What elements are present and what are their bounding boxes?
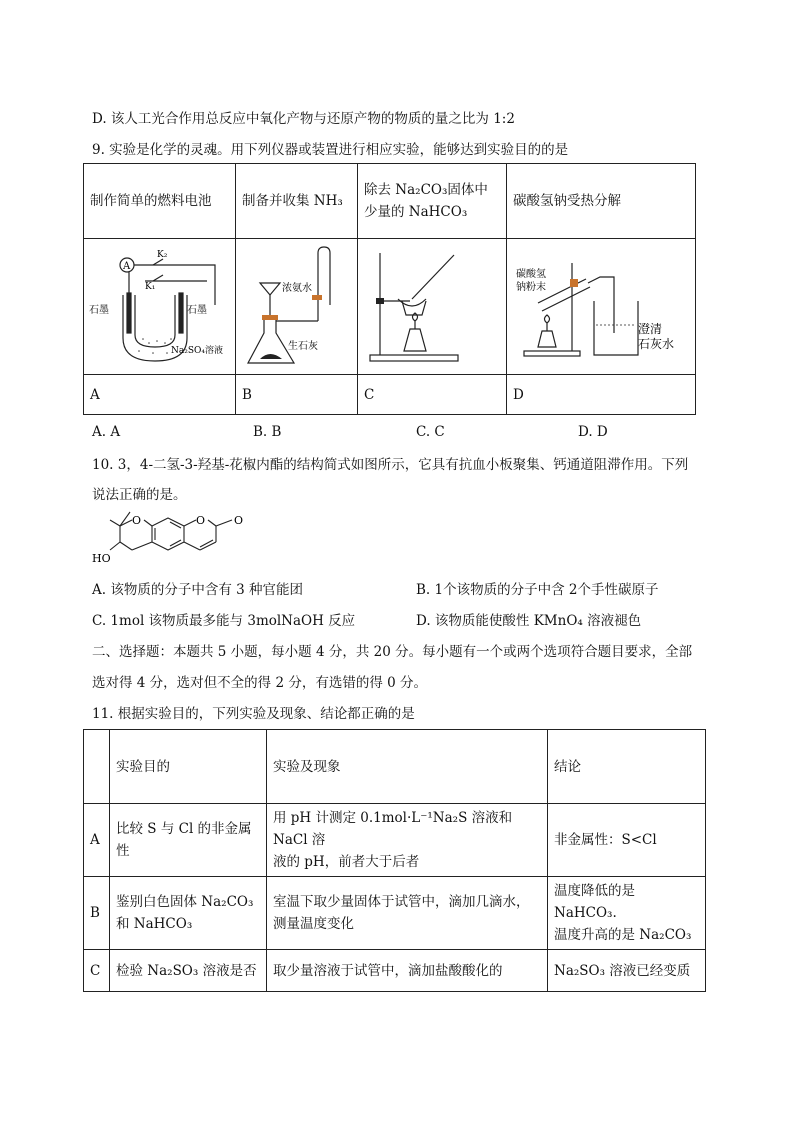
q11-row-a-conclusion-line-1: 非金属性：S<Cl bbox=[554, 832, 657, 848]
q9-header-d: 碳酸氢钠受热分解 bbox=[507, 164, 696, 239]
ammeter-label: A bbox=[123, 261, 131, 272]
q11-row-c-purpose bbox=[110, 950, 267, 992]
q9-header-b: 制备并收集 NH₃ bbox=[236, 164, 358, 239]
q10-stem-line-2: 说法正确的是。 bbox=[92, 487, 187, 503]
q11-row-a-conclusion bbox=[548, 804, 706, 877]
powder-label-1: 碳酸氢 bbox=[516, 269, 546, 280]
decomposition-diagram bbox=[510, 243, 690, 368]
q9-letter-d: D bbox=[507, 375, 696, 415]
q9-letter-c: C bbox=[358, 375, 507, 415]
fuel-cell-diagram bbox=[87, 243, 232, 368]
q9-header-c: 除去 Na₂CO₃固体中少量的 NaHCO₃ bbox=[358, 164, 507, 239]
molecule-structure bbox=[92, 506, 272, 571]
q11-row-a-purpose-line-1: 比较 S 与 Cl 的非金属性 bbox=[116, 821, 252, 859]
q11-row-a-procedure-line-1: 用 pH 计测定 0.1mol·L⁻¹Na₂S 溶液和 NaCl 溶 bbox=[273, 810, 513, 848]
k1-label: K₁ bbox=[145, 282, 156, 292]
right-graphite-label: 石墨 bbox=[187, 305, 207, 316]
section-2-instructions-2: 选对得 4 分，选对但不全的得 2 分，有选错的得 0 分。 bbox=[92, 675, 428, 691]
q11-header-conclusion: 结论 bbox=[548, 730, 706, 804]
left-graphite-label: 石墨 bbox=[89, 305, 109, 316]
q11-row-c-procedure bbox=[267, 950, 548, 992]
q9-option-c[interactable]: C. C bbox=[416, 424, 445, 440]
q11-row-b-purpose-line-1: 鉴别白色固体 Na₂CO₃ bbox=[116, 894, 254, 910]
q10-option-b[interactable]: B. 1个该物质的分子中含 2个手性碳原子 bbox=[416, 582, 659, 598]
q9-option-d[interactable]: D. D bbox=[578, 424, 608, 440]
q11-row-a-procedure bbox=[267, 804, 548, 877]
q9-letter-b: B bbox=[236, 375, 358, 415]
q11-row-c-purpose-line-1: 检验 Na₂SO₃ 溶液是否 bbox=[116, 962, 257, 979]
powder-label-2: 钠粉末 bbox=[516, 282, 546, 293]
heating-dish-diagram bbox=[362, 243, 502, 368]
q11-row-c-conclusion-line-1: Na₂SO₃ 溶液已经变质 bbox=[554, 962, 691, 979]
q11-row-b-conclusion bbox=[548, 877, 706, 950]
q11-row-b-purpose bbox=[110, 877, 267, 950]
q11-header-purpose: 实验目的 bbox=[110, 730, 267, 804]
q11-row-b-procedure-line-1: 室温下取少量固体于试管中，滴加几滴水， bbox=[273, 894, 530, 910]
q11-header-procedure: 实验及现象 bbox=[267, 730, 548, 804]
limewater-label-2: 石灰水 bbox=[638, 337, 675, 351]
q11-row-b-conclusion-line-2: 温度升高的是 Na₂CO₃ bbox=[554, 927, 692, 943]
q9-header-a: 制作简单的燃料电池 bbox=[84, 164, 236, 239]
ring-oxygen-1: O bbox=[132, 514, 142, 527]
limewater-label-1: 澄清 bbox=[638, 322, 663, 336]
q11-stem: 11. 根据实验目的，下列实验及现象、结论都正确的是 bbox=[92, 706, 415, 722]
carbonyl-oxygen: O bbox=[234, 514, 244, 527]
section-2-instructions-1: 二、选择题：本题共 5 小题，每小题 4 分，共 20 分。每小题有一个或两个选项符合题目要求，全部 bbox=[92, 644, 693, 660]
q10-option-c[interactable]: C. 1mol 该物质最多能与 3molNaOH 反应 bbox=[92, 613, 356, 629]
q9-option-a[interactable]: A. A bbox=[92, 424, 121, 440]
hydroxyl-label: HO bbox=[92, 552, 111, 565]
q11-row-a-procedure-line-2: 液的 pH，前者大于后者 bbox=[273, 854, 420, 870]
q10-stem-line-1: 10. 3，4-二氢-3-羟基-花椒内酯的结构简式如图所示，它具有抗血小板聚集、钙通道阻滞作用。下列 bbox=[92, 457, 689, 473]
ring-oxygen-2: O bbox=[196, 514, 206, 527]
q8-option-d: D. 该人工光合作用总反应中氧化产物与还原产物的物质的量之比为 1:2 bbox=[92, 111, 515, 127]
ammonia-apparatus-diagram bbox=[240, 243, 352, 368]
q9-option-b[interactable]: B. B bbox=[253, 424, 282, 440]
q10-option-a[interactable]: A. 该物质的分子中含有 3 种官能团 bbox=[92, 582, 304, 598]
q11-corner-cell bbox=[84, 730, 110, 804]
q9-stem: 9. 实验是化学的灵魂。用下列仪器或装置进行相应实验，能够达到实验目的的是 bbox=[92, 142, 569, 158]
q11-table bbox=[83, 729, 706, 992]
q11-row-a-purpose bbox=[110, 804, 267, 877]
q11-row-b-purpose-line-2: 和 NaHCO₃ bbox=[116, 916, 193, 932]
ammonia-water-label: 浓氨水 bbox=[282, 283, 312, 294]
q11-row-b-procedure bbox=[267, 877, 548, 950]
q11-row-c-procedure-line-1: 取少量溶液于试管中，滴加盐酸酸化的 bbox=[273, 962, 503, 979]
q11-row-a-letter: A bbox=[84, 804, 110, 877]
k2-label: K₂ bbox=[157, 250, 168, 260]
q11-row-b-conclusion-line-1: 温度降低的是 NaHCO₃. bbox=[554, 883, 635, 921]
quicklime-label: 生石灰 bbox=[288, 341, 318, 352]
q10-option-d[interactable]: D. 该物质能使酸性 KMnO₄ 溶液褪色 bbox=[416, 613, 642, 629]
solution-label: Na₂SO₄溶液 bbox=[171, 346, 224, 356]
q11-row-b-procedure-line-2: 测量温度变化 bbox=[273, 916, 354, 932]
q11-row-c-letter: C bbox=[84, 950, 110, 992]
q9-letter-a: A bbox=[84, 375, 236, 415]
q11-row-c-conclusion bbox=[548, 950, 706, 992]
q11-row-b-letter: B bbox=[84, 877, 110, 950]
